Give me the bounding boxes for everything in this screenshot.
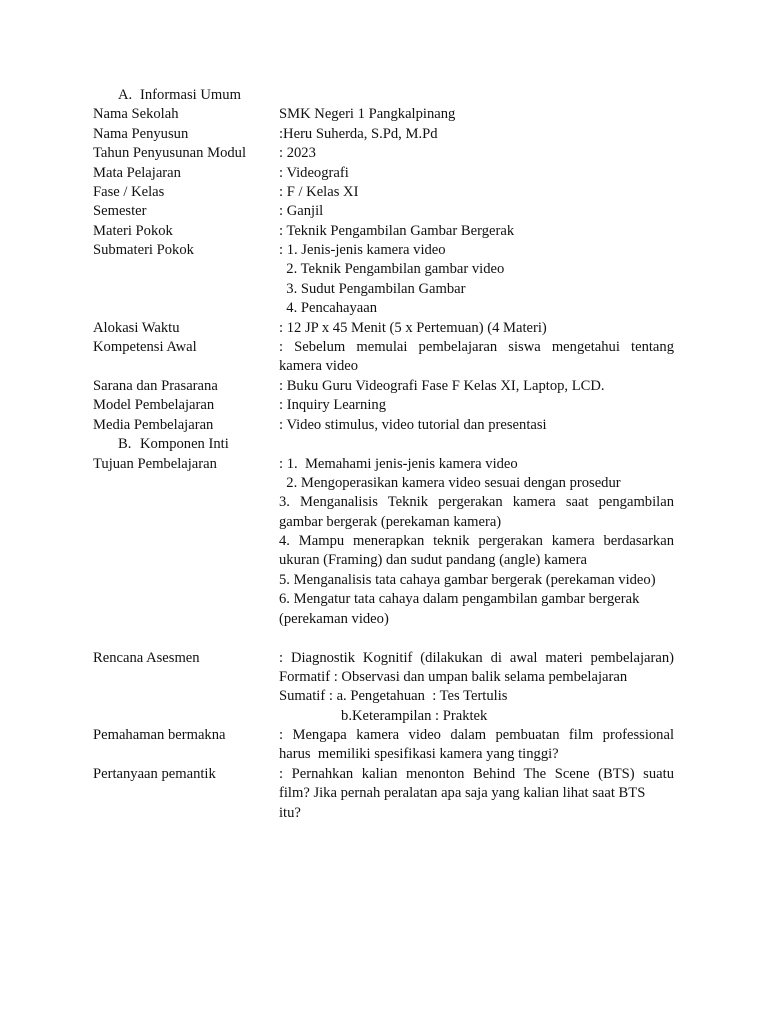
field-label: Semester	[93, 203, 147, 220]
section-letter: A.	[118, 86, 133, 103]
field-value	[279, 241, 674, 319]
field-value-line: b.Keterampilan : Praktek	[279, 707, 488, 724]
field-value	[279, 377, 674, 396]
field-label: Nama Penyusun	[93, 125, 189, 142]
section-title: Komponen Inti	[140, 436, 229, 453]
field-value-line: 4. Mampu menerapkan teknik pergerakan kamera berdasarkan	[279, 533, 674, 550]
field-value-line: : Video stimulus, video tutorial dan presentasi	[279, 416, 547, 433]
field-value-line: 5. Menganalisis tata cahaya gambar bergerak (perekaman video)	[279, 571, 656, 588]
field-label: Tahun Penyusunan Modul	[93, 145, 247, 162]
field-value-line: Sumatif : a. Pengetahuan : Tes Tertulis	[279, 688, 508, 705]
field-value-line: kamera video	[279, 358, 359, 375]
field-label: Nama Sekolah	[93, 106, 179, 123]
field-label: Materi Pokok	[93, 222, 173, 239]
section-letter: B.	[118, 436, 132, 453]
field-value-line: itu?	[279, 804, 301, 821]
field-value-line: 6. Mengatur tata cahaya dalam pengambilan gambar bergerak	[279, 591, 640, 608]
field-value-line: : 1. Jenis-jenis kamera video	[279, 242, 446, 259]
field-value	[279, 338, 674, 377]
field-value	[279, 125, 674, 144]
field-value-line: : Buku Guru Videografi Fase F Kelas XI, Laptop, LCD.	[279, 377, 605, 394]
field-value-line: : Pernahkan kalian menonton Behind The Scene (BTS) suatu	[279, 765, 674, 782]
field-value-line: ukuran (Framing) dan sudut pandang (angle) kamera	[279, 552, 587, 569]
field-value-line: 2. Mengoperasikan kamera video sesuai dengan prosedur	[279, 474, 621, 491]
field-value	[279, 164, 674, 183]
field-value	[279, 222, 674, 241]
field-value-line: Formatif : Observasi dan umpan balik selama pembelajaran	[279, 668, 628, 685]
field-value-line: SMK Negeri 1 Pangkalpinang	[279, 106, 456, 123]
field-label: Rencana Asesmen	[93, 649, 200, 666]
field-value-line: : Videografi	[279, 164, 349, 181]
field-value	[279, 726, 674, 765]
field-label: Tujuan Pembelajaran	[93, 455, 217, 472]
field-value-line: 3. Menganalisis Teknik pergerakan kamera saat pengambilan	[279, 494, 674, 511]
field-value-line: :Heru Suherda, S.Pd, M.Pd	[279, 125, 438, 142]
field-label: Alokasi Waktu	[93, 319, 180, 336]
field-value-line: film? Jika pernah peralatan apa saja yang kalian lihat saat BTS	[279, 785, 646, 802]
field-value-line: : Mengapa kamera video dalam pembuatan film professional	[279, 727, 674, 744]
field-value-line: : 2023	[279, 145, 316, 162]
field-value	[279, 416, 674, 435]
field-value-line: (perekaman video)	[279, 610, 389, 627]
field-value	[279, 144, 674, 163]
field-value-line: : 12 JP x 45 Menit (5 x Pertemuan) (4 Materi)	[279, 319, 547, 336]
field-value-line: : Inquiry Learning	[279, 397, 386, 414]
section-heading-informasi-umum	[118, 86, 241, 105]
field-value	[279, 765, 674, 823]
field-value-line: : 1. Memahami jenis-jenis kamera video	[279, 455, 518, 472]
field-value	[279, 455, 674, 630]
field-label: Fase / Kelas	[93, 183, 165, 200]
field-value	[279, 319, 674, 338]
field-value	[279, 202, 674, 221]
field-label: Kompetensi Awal	[93, 339, 197, 356]
field-label: Pertanyaan pemantik	[93, 765, 216, 782]
field-value-line: 2. Teknik Pengambilan gambar video	[279, 261, 505, 278]
field-label: Pemahaman bermakna	[93, 727, 226, 744]
field-value-line: : Diagnostik Kognitif (dilakukan di awal materi pembelajaran)	[279, 649, 674, 666]
field-value-line: : Ganjil	[279, 203, 324, 220]
field-value-line: : Teknik Pengambilan Gambar Bergerak	[279, 222, 515, 239]
field-value-line: 4. Pencahayaan	[279, 300, 378, 317]
field-value-line: : Sebelum memulai pembelajaran siswa mengetahui tentang	[279, 339, 674, 356]
field-value	[279, 105, 674, 124]
field-label: Media Pembelajaran	[93, 416, 214, 433]
field-value-line: : F / Kelas XI	[279, 183, 359, 200]
field-value	[279, 649, 674, 727]
field-value	[279, 396, 674, 415]
field-value-line: 3. Sudut Pengambilan Gambar	[279, 280, 466, 297]
field-label: Model Pembelajaran	[93, 397, 215, 414]
field-value	[279, 183, 674, 202]
section-heading-komponen-inti	[118, 435, 229, 454]
section-title: Informasi Umum	[140, 86, 241, 103]
field-value-line: gambar bergerak (perekaman kamera)	[279, 513, 502, 530]
field-label: Mata Pelajaran	[93, 164, 181, 181]
field-label: Sarana dan Prasarana	[93, 377, 218, 394]
field-label: Submateri Pokok	[93, 242, 194, 259]
field-value-line: harus memiliki spesifikasi kamera yang tinggi?	[279, 746, 559, 763]
